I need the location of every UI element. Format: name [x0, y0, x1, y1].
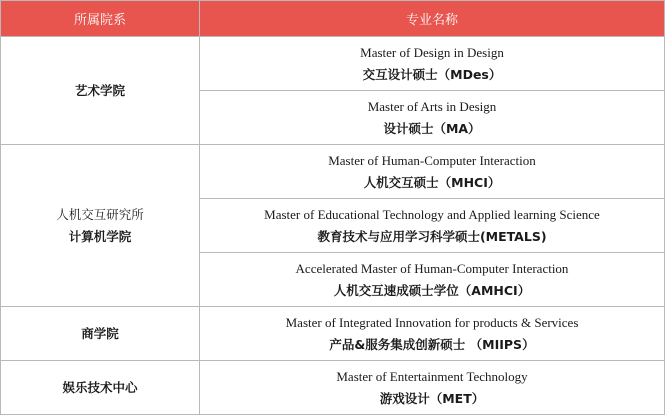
institute-name: 人机交互研究所	[56, 206, 144, 222]
department-cell	[1, 361, 200, 415]
table-row	[1, 145, 665, 199]
program-cell	[200, 145, 665, 199]
department-name: 商学院	[81, 325, 119, 341]
program-english-name: Master of Entertainment Technology	[336, 368, 528, 384]
table-row	[1, 307, 665, 361]
program-chinese-name: 人机交互速成硕士学位（AMHCI）	[333, 282, 531, 298]
program-chinese-name: 教育技术与应用学习科学硕士(METALS)	[317, 228, 547, 244]
department-name: 艺术学院	[74, 82, 125, 98]
header-department: 所属院系	[1, 1, 200, 37]
program-cell	[200, 307, 665, 361]
department-cell	[1, 307, 200, 361]
program-chinese-name: 人机交互硕士（MHCI）	[363, 174, 501, 190]
department-cell	[1, 145, 200, 307]
program-english-name: Master of Human-Computer Interaction	[328, 152, 536, 168]
header-program: 专业名称	[200, 1, 665, 37]
program-chinese-name: 设计硕士（MA）	[383, 120, 481, 136]
program-english-name: Master of Design in Design	[360, 44, 504, 60]
program-chinese-name: 交互设计硕士（MDes）	[362, 66, 502, 82]
department-name: 计算机学院	[68, 228, 132, 244]
program-cell	[200, 199, 665, 253]
program-chinese-name: 游戏设计（MET）	[379, 390, 485, 406]
program-cell	[200, 37, 665, 91]
program-cell	[200, 91, 665, 145]
table-row	[1, 361, 665, 415]
program-chinese-name: 产品&服务集成创新硕士 （MIIPS）	[329, 336, 535, 352]
header-row	[1, 1, 665, 37]
program-cell	[200, 361, 665, 415]
table-row	[1, 37, 665, 91]
program-cell	[200, 253, 665, 307]
program-english-name: Master of Educational Technology and Applied learning Science	[264, 206, 600, 222]
department-name: 娱乐技术中心	[62, 379, 138, 395]
program-english-name: Accelerated Master of Human-Computer Interaction	[295, 260, 569, 276]
department-cell	[1, 37, 200, 145]
program-english-name: Master of Arts in Design	[367, 98, 497, 114]
program-english-name: Master of Integrated Innovation for products & Services	[285, 314, 579, 330]
